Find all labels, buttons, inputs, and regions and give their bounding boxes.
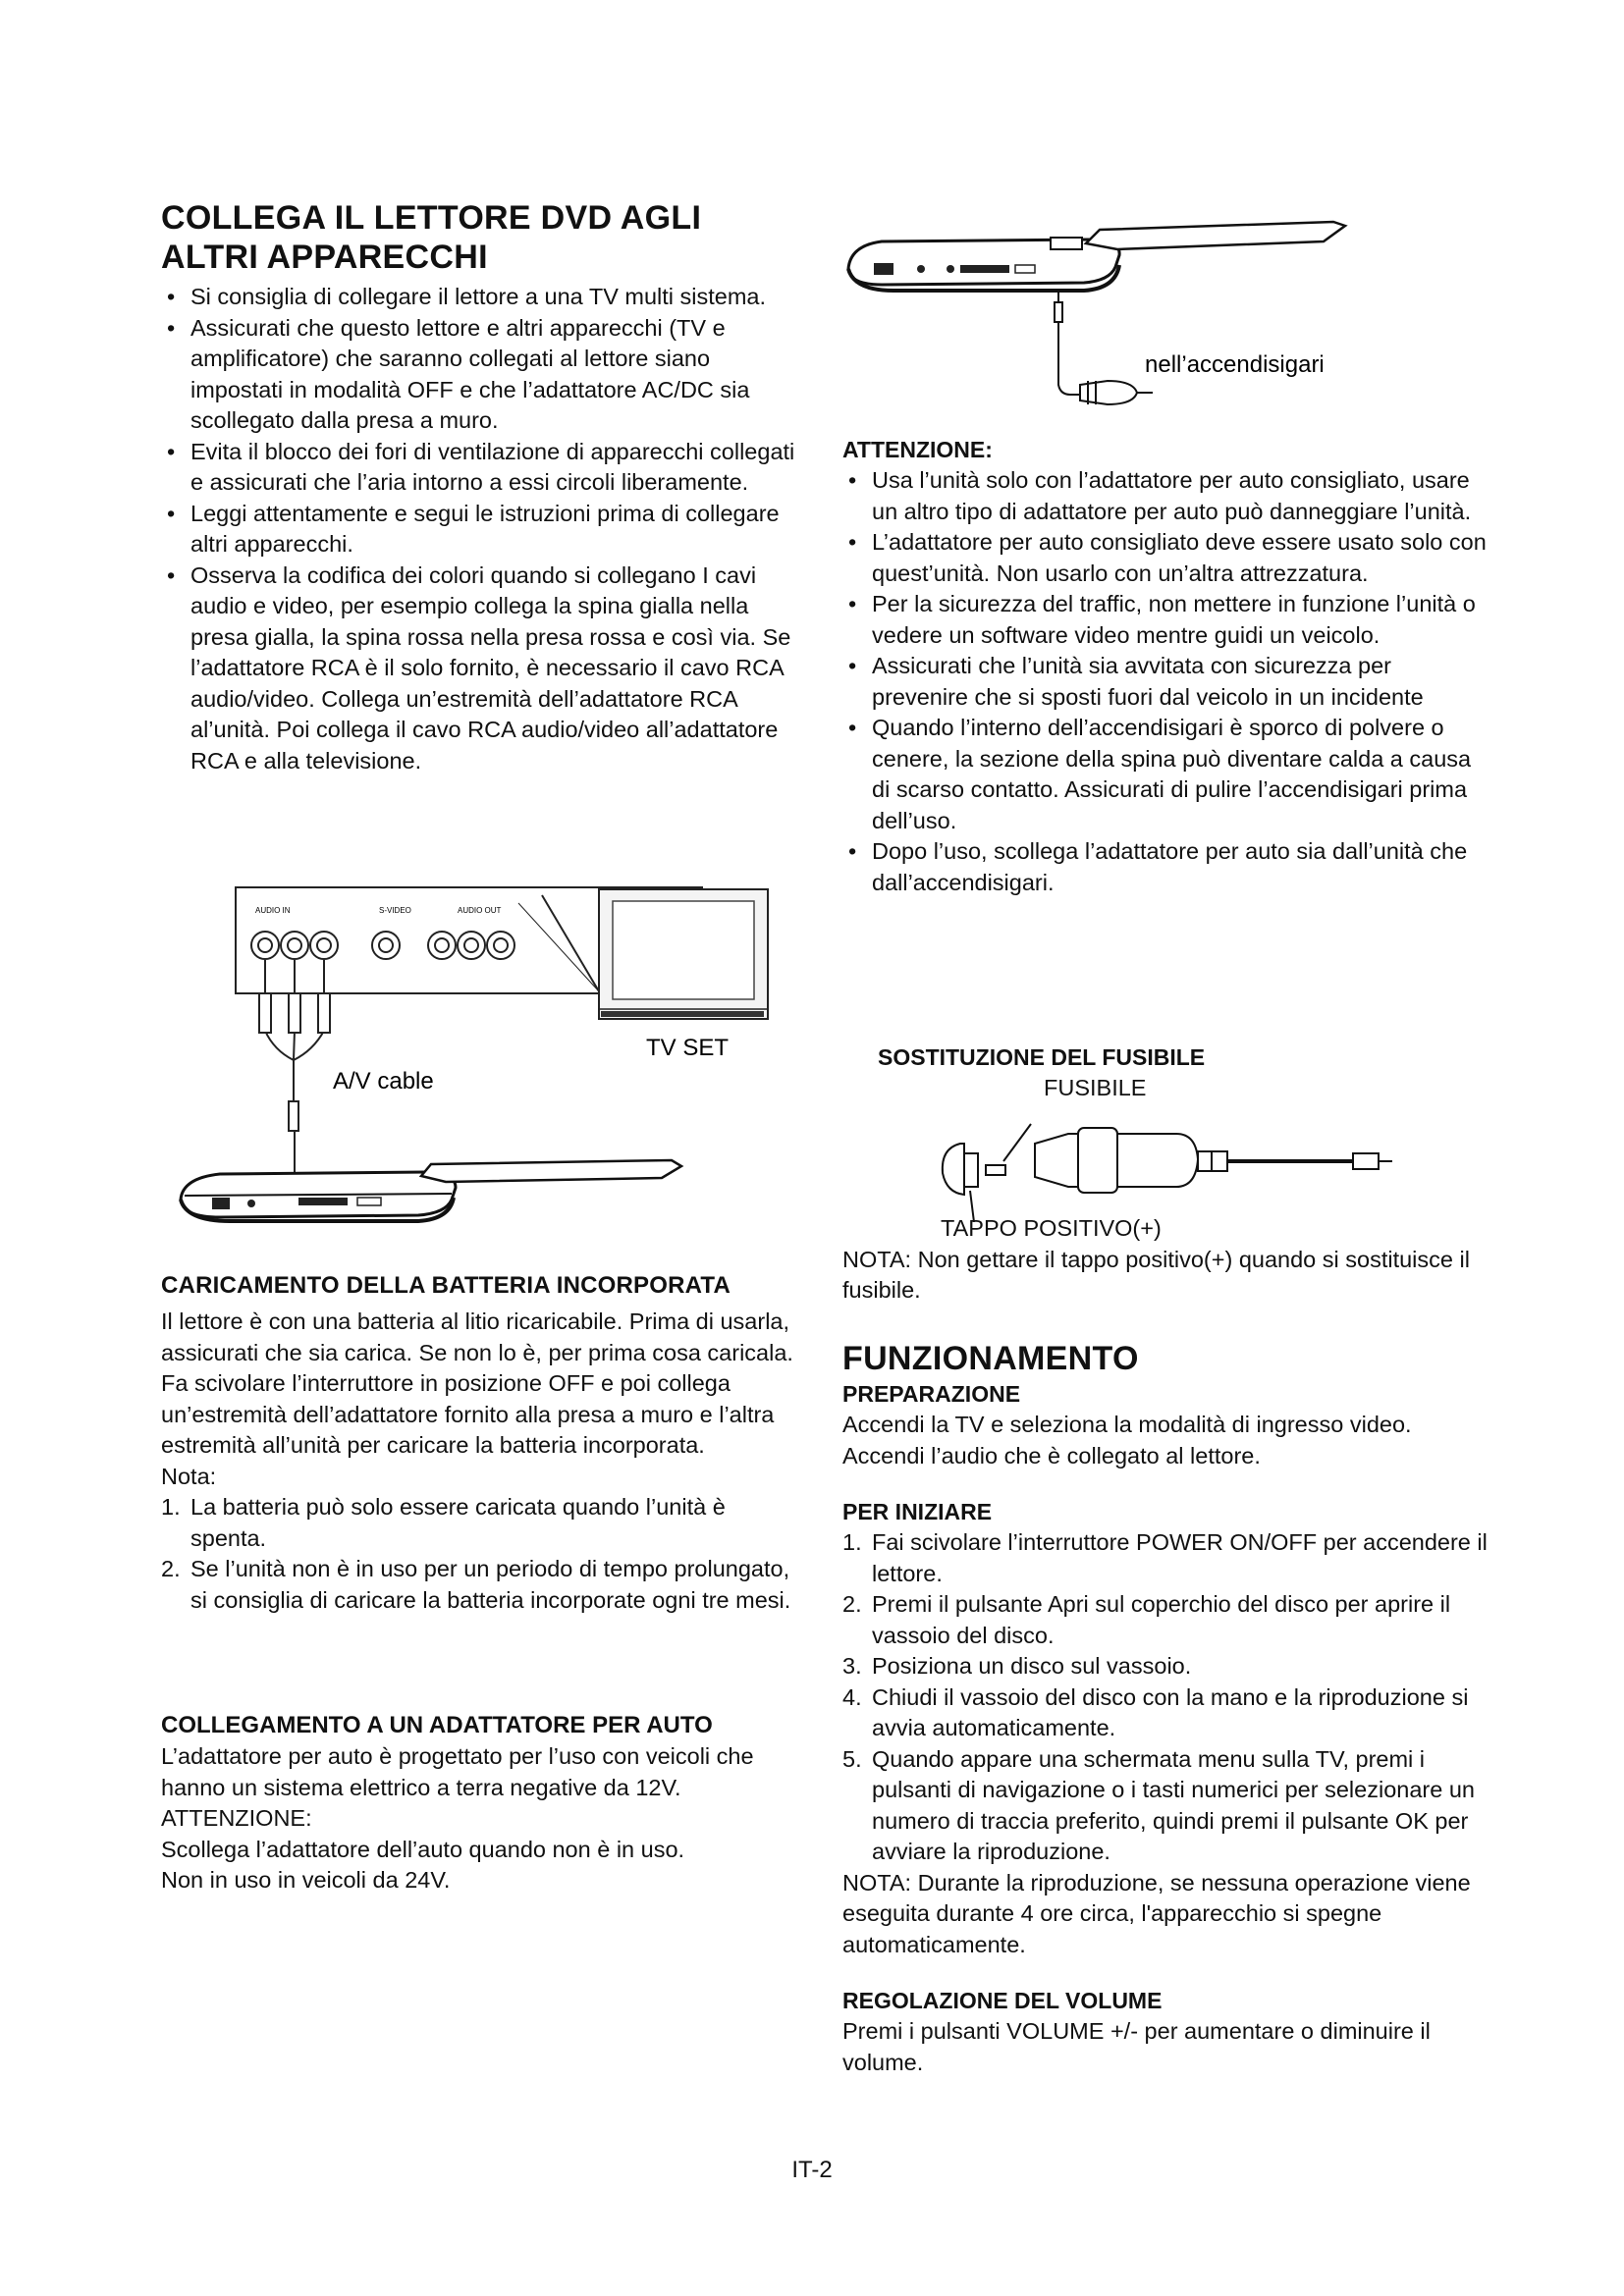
list-item: 1. La batteria può solo essere caricata quando l’unità è spenta.	[161, 1494, 726, 1551]
car-adapter-section	[161, 1710, 799, 1896]
car-adapter-attention: ATTENZIONE:	[161, 1805, 312, 1831]
operation-section	[842, 1339, 1490, 2078]
list-item: • L’adattatore per auto consigliato deve essere usato solo con quest’unità. Non usarlo con un’altra attrezzatura.	[848, 529, 1487, 586]
left-column	[161, 198, 799, 776]
car-adapter-line1: Scollega l’adattatore dell’auto quando non è in uso.	[161, 1836, 685, 1862]
list-item: 1. Fai scivolare l’interruttore POWER ON/OFF per accendere il lettore.	[842, 1529, 1488, 1586]
battery-heading: CARICAMENTO DELLA BATTERIA INCORPORATA	[161, 1272, 731, 1299]
list-item: • Usa l’unità solo con l’adattatore per auto consigliato, usare un altro tipo di adattatore per auto può danneggiare l’unità.	[848, 467, 1472, 524]
fuse-heading: SOSTITUZIONE DEL FUSIBILE	[878, 1044, 1206, 1070]
preparation-line2: Accendi l’audio che è collegato al lettore.	[842, 1442, 1261, 1468]
list-item: • Evita il blocco dei fori di ventilazione di apparecchi collegati e assicurati che l’aria intorno a essi circoli liberamente.	[167, 438, 795, 495]
fuse-illustration	[943, 1124, 1392, 1222]
battery-notes-list	[161, 1492, 799, 1616]
battery-section	[161, 1270, 799, 1616]
cigarette-lighter-label: nell’accendisigari	[1145, 351, 1325, 378]
car-adapter-line2: Non in uso in veicoli da 24V.	[161, 1867, 451, 1893]
fuse-diagram	[842, 1104, 1490, 1222]
preparation-heading: PREPARAZIONE	[842, 1381, 1021, 1407]
list-item: • Per la sicurezza del traffic, non mettere in funzione l’unità o vedere un software video mentre guidi un veicolo.	[848, 591, 1476, 648]
list-item: • Assicurati che questo lettore e altri apparecchi (TV e amplificatore) che saranno collegati al lettore siano impostati in modalità OFF e che l’adattatore AC/DC sia scollegato dalla presa a muro.	[167, 314, 750, 433]
operation-note: NOTA: Durante la riproduzione, se nessuna operazione viene eseguita durante 4 ore circa, l'apparecchio si spegne automaticamente.	[842, 1869, 1471, 1957]
list-item: 3. Posiziona un disco sul vassoio.	[842, 1653, 1192, 1679]
av-cable-label: A/V cable	[333, 1068, 434, 1095]
list-item: 2. Se l’unità non è in uso per un periodo di tempo prolungato, si consiglia di caricare la batteria incorporate ogni tre mesi.	[161, 1556, 791, 1613]
fuse-note: NOTA: Non gettare il tappo positivo(+) quando si sostituisce il fusibile.	[842, 1246, 1470, 1303]
attention-heading: ATTENZIONE:	[842, 437, 993, 462]
dvd-player-illustration	[848, 222, 1345, 291]
operation-title: FUNZIONAMENTO	[842, 1340, 1139, 1377]
car-adapter-heading: COLLEGAMENTO A UN ADATTATORE PER AUTO	[161, 1712, 713, 1738]
attention-bullet-list	[842, 465, 1490, 898]
dvd-player-illustration	[181, 1160, 681, 1221]
tv-set-illustration	[599, 889, 768, 1019]
list-item: 2. Premi il pulsante Apri sul coperchio del disco per aprire il vassoio del disco.	[842, 1591, 1451, 1648]
list-item: • Osserva la codifica dei colori quando si collegano I cavi audio e video, per esempio collega la spina gialla nella presa gialla, la spina rossa nella presa rossa e così via. Se l’adattatore RCA è il solo fornito, è necessario il cavo RCA audio/video. Collega un’estremità dell’adattatore RCA al’unità. Poi collega il cavo RCA audio/video all’adattatore RCA e alla televisione.	[167, 561, 791, 774]
section-title-connect: COLLEGA IL LETTORE DVD AGLI ALTRI APPARECCHI	[161, 199, 702, 276]
battery-body: Il lettore è con una batteria al litio ricaricabile. Prima di usarla, assicurati che sia carica. Se non lo è, per prima cosa caricala. Fa scivolare l’interruttore in posizione OFF e poi collega un’estremità dell’adattatore fornito alla presa a muro e l’altra estremità all’unità per caricare la batteria incorporata.	[161, 1308, 793, 1458]
car-adapter-diagram	[842, 208, 1490, 434]
list-item: • Dopo l’uso, scollega l’adattatore per auto sia dall’unità che dall’accendisigari.	[848, 838, 1468, 895]
volume-body: Premi i pulsanti VOLUME +/- per aumentare o diminuire il volume.	[842, 2018, 1431, 2075]
volume-heading: REGOLAZIONE DEL VOLUME	[842, 1988, 1163, 2013]
list-item: • Si consiglia di collegare il lettore a una TV multi sistema.	[167, 284, 767, 309]
car-adapter-body: L’adattatore per auto è progettato per l’uso con veicoli che hanno un sistema elettrico a terra negative da 12V.	[161, 1743, 754, 1800]
list-item: • Quando l’interno dell’accendisigari è sporco di polvere o cenere, la sezione della spina può diventare calda a causa di scarso contatto. Assicurati di pulire l’accendisigari prima dell’uso.	[848, 715, 1472, 833]
fuse-section	[842, 1041, 1490, 1104]
start-steps-list	[842, 1527, 1490, 1868]
fuse-cap-label: TAPPO POSITIVO(+)	[941, 1215, 1162, 1241]
page-number: IT-2	[791, 2157, 833, 2183]
av-connection-diagram	[161, 883, 799, 1237]
tv-set-label: TV SET	[646, 1035, 730, 1061]
list-item: 4. Chiudi il vassoio del disco con la mano e la riproduzione si avvia automaticamente.	[842, 1683, 1469, 1740]
panel-label-audio-in: AUDIO IN	[255, 906, 291, 915]
preparation-line1: Accendi la TV e seleziona la modalità di ingresso video.	[842, 1412, 1412, 1437]
av-cable-illustration	[259, 960, 330, 1193]
list-item: • Assicurati che l’unità sia avvitata con sicurezza per prevenire che si sposti fuori dal veicolo in un incidente	[848, 653, 1424, 710]
car-adapter-cable	[1055, 291, 1153, 404]
panel-label-audio-out: AUDIO OUT	[458, 906, 502, 915]
panel-jacks	[251, 932, 514, 959]
list-item: • Leggi attentamente e segui le istruzioni prima di collegare altri apparecchi.	[167, 500, 780, 557]
panel-label-svideo: S-VIDEO	[379, 906, 411, 915]
attention-section	[842, 434, 1490, 898]
fuse-note-section	[842, 1213, 1490, 1307]
battery-note-label: Nota:	[161, 1463, 217, 1489]
fuse-label: FUSIBILE	[1044, 1075, 1147, 1100]
list-item: 5. Quando appare una schermata menu sulla TV, premi i pulsanti di navigazione o i tasti numerici per selezionare un numero di traccia preferito, quindi premi il pulsante OK per avviare la riproduzione.	[842, 1745, 1475, 1864]
start-heading: PER INIZIARE	[842, 1499, 993, 1524]
connect-bullet-list	[161, 282, 799, 776]
